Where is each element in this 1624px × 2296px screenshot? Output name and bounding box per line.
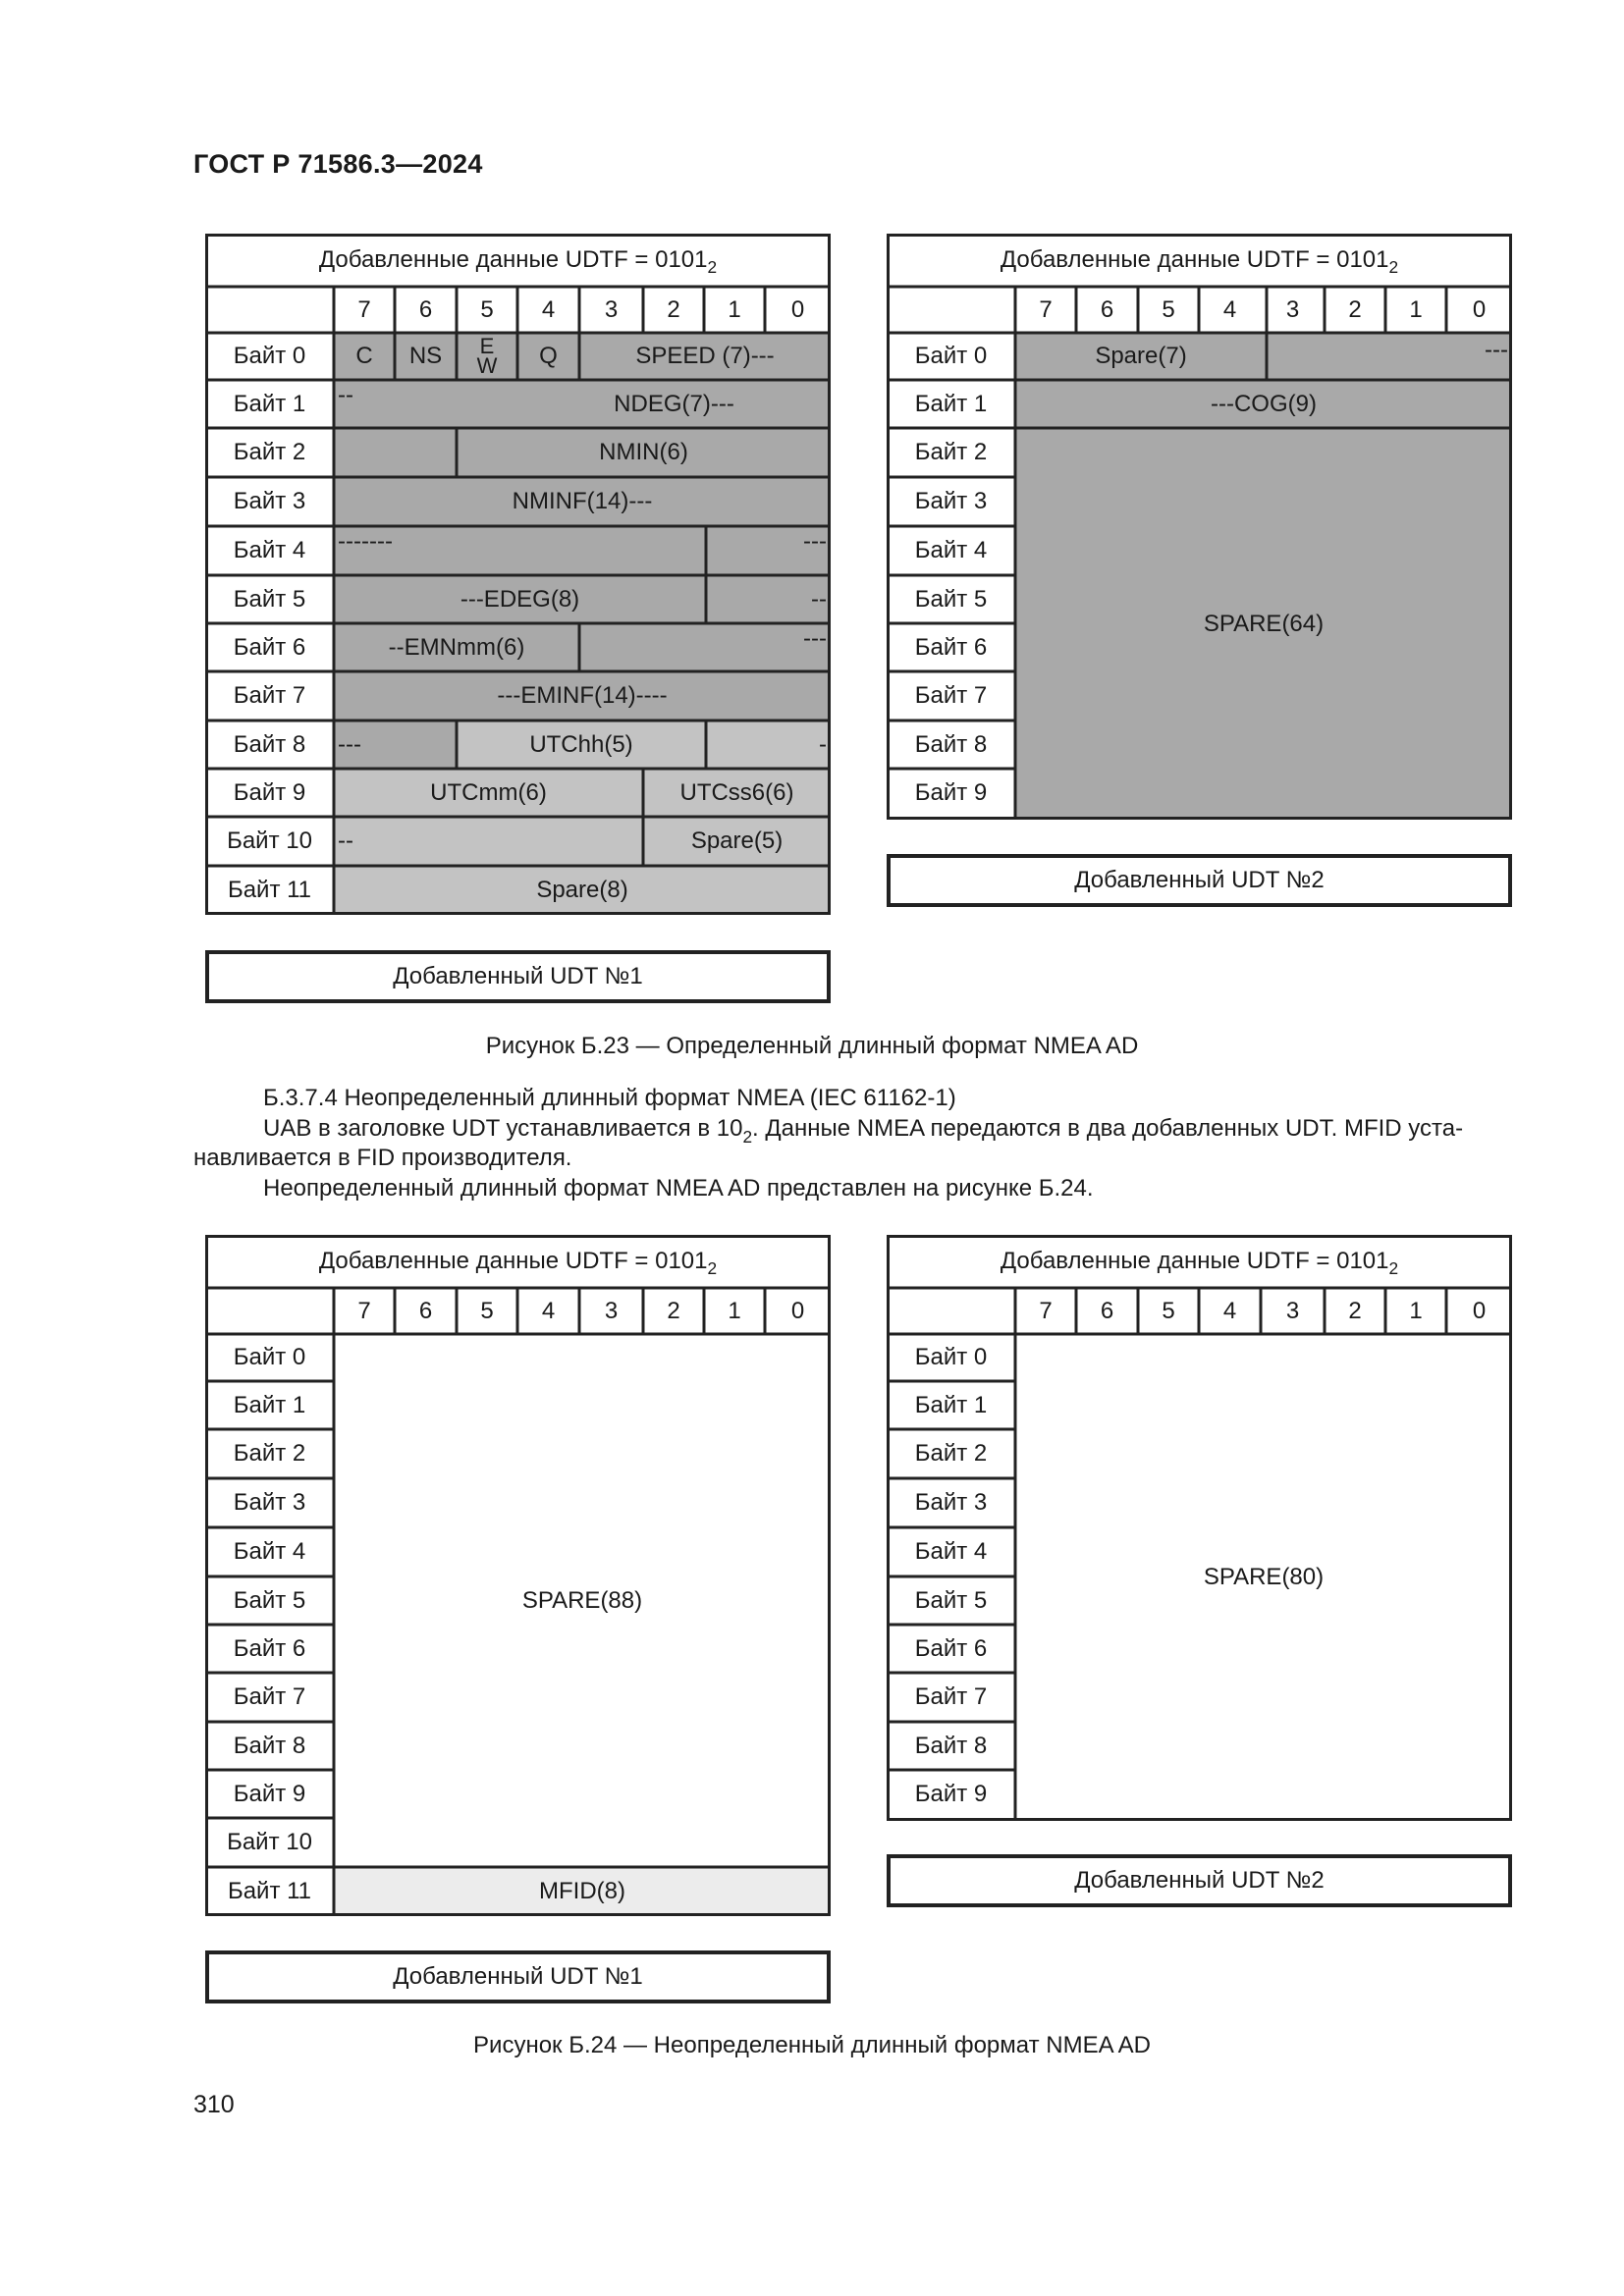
bit-number-3: 4 bbox=[541, 1297, 556, 1324]
byte-label-0: Байт 0 bbox=[914, 1344, 988, 1370]
cog-cell: ---COG(9) bbox=[1015, 380, 1512, 428]
fig24-right-table bbox=[887, 1235, 1512, 1821]
byte-label-6: Байт 6 bbox=[914, 1634, 988, 1662]
bit-number-0: 7 bbox=[357, 295, 371, 323]
utcss-cell: UTCss6(6) bbox=[643, 769, 831, 817]
byte-label-2: Байт 2 bbox=[914, 439, 988, 465]
fig23-caption: Рисунок Б.23 — Определенный длинный формат NMEA AD bbox=[485, 1033, 1139, 1059]
byte8-right-cell: - bbox=[706, 721, 831, 769]
byte-label-9: Байт 9 bbox=[233, 778, 306, 806]
bit-number-6: 1 bbox=[1409, 1297, 1423, 1324]
edeg-cell: ---EDEG(8) bbox=[334, 575, 706, 623]
bit-number-3: 4 bbox=[1222, 295, 1237, 323]
byte-label-6: Байт 6 bbox=[233, 1634, 306, 1662]
byte-label-5: Байт 5 bbox=[914, 585, 988, 613]
utcmm-cell: UTCmm(6) bbox=[334, 769, 643, 817]
byte-label-5: Байт 5 bbox=[914, 1586, 988, 1614]
byte6-right-cell: --- bbox=[579, 623, 831, 671]
fig23-udt1-box: Добавленный UDT №1 bbox=[205, 950, 831, 1003]
byte-label-3: Байт 3 bbox=[233, 1489, 306, 1516]
paragraph-2: Неопределенный длинный формат NMEA AD представлен на рисунке Б.24. bbox=[263, 1175, 1094, 1201]
fig23-right-grid-lines bbox=[887, 234, 1512, 820]
p1-part-a: UAB в заголовке UDT устанавливается в 10 bbox=[263, 1115, 743, 1142]
byte4-right-cell: --- bbox=[706, 526, 831, 575]
udtf-prefix: Добавленные данные UDTF = 0101 bbox=[1000, 1248, 1389, 1274]
udtf-subscript: 2 bbox=[707, 256, 718, 277]
bit-number-5: 2 bbox=[667, 1297, 680, 1324]
fig24-right-grid-lines bbox=[887, 1235, 1512, 1821]
byte-label-7: Байт 7 bbox=[233, 682, 306, 709]
spare5-cell: Spare(5) bbox=[643, 817, 831, 866]
byte-label-10: Байт 10 bbox=[227, 1829, 312, 1855]
bit-number-1: 6 bbox=[1100, 1297, 1114, 1324]
q-flag-cell: Q bbox=[517, 333, 579, 380]
nmin-cell: NMIN(6) bbox=[457, 428, 831, 477]
byte-label-0: Байт 0 bbox=[233, 1344, 306, 1370]
bit-number-2: 5 bbox=[480, 1297, 494, 1324]
byte-label-8: Байт 8 bbox=[233, 1732, 306, 1759]
eminf-cell: ---EMINF(14)---- bbox=[334, 671, 831, 721]
byte-label-9: Байт 9 bbox=[233, 1780, 306, 1807]
section-heading: Б.3.7.4 Неопределенный длинный формат NMEA (IEC 61162-1) bbox=[263, 1085, 956, 1111]
byte-label-6: Байт 6 bbox=[233, 633, 306, 661]
fig24-left-table bbox=[205, 1235, 831, 1916]
byte-label-5: Байт 5 bbox=[233, 585, 306, 613]
byte-label-7: Байт 7 bbox=[914, 1683, 988, 1710]
fig23-left-table bbox=[205, 234, 831, 915]
bit-number-7: 0 bbox=[1472, 295, 1487, 323]
byte-label-4: Байт 4 bbox=[233, 537, 306, 563]
udtf-prefix: Добавленные данные UDTF = 0101 bbox=[318, 1248, 708, 1274]
fig24-udt2-box: Добавленный UDT №2 bbox=[887, 1854, 1512, 1907]
bit-number-1: 6 bbox=[418, 1297, 433, 1324]
bit-number-4: 3 bbox=[1285, 1297, 1300, 1324]
udtf-subscript: 2 bbox=[1388, 1257, 1399, 1278]
byte-label-8: Байт 8 bbox=[914, 1732, 988, 1759]
byte4-continuation-cell: ------- bbox=[334, 526, 706, 575]
bit-number-3: 4 bbox=[541, 295, 556, 323]
byte8-left-cell: --- bbox=[334, 721, 457, 769]
bit-number-4: 3 bbox=[604, 295, 619, 323]
bit-number-6: 1 bbox=[1409, 295, 1423, 323]
byte-label-3: Байт 3 bbox=[233, 488, 306, 514]
byte-label-1: Байт 1 bbox=[233, 390, 306, 417]
fig24-udt1-box: Добавленный UDT №1 bbox=[205, 1950, 831, 2003]
byte-label-3: Байт 3 bbox=[914, 488, 988, 514]
spare7-cell: Spare(7) bbox=[1015, 333, 1267, 380]
bit-number-5: 2 bbox=[1348, 295, 1362, 323]
fig23-udt2-box: Добавленный UDT №2 bbox=[887, 854, 1512, 907]
udtf-subscript: 2 bbox=[707, 1257, 718, 1278]
bit-number-7: 0 bbox=[790, 1297, 805, 1324]
byte-label-7: Байт 7 bbox=[914, 682, 988, 709]
byte-label-10: Байт 10 bbox=[227, 828, 312, 854]
byte-label-0: Байт 0 bbox=[233, 343, 306, 369]
fig24-left-grid-lines bbox=[205, 1235, 831, 1916]
bit-number-4: 3 bbox=[604, 1297, 619, 1324]
byte-label-4: Байт 4 bbox=[233, 1538, 306, 1565]
nminf-cell: NMINF(14)--- bbox=[334, 477, 831, 526]
byte-label-8: Байт 8 bbox=[914, 730, 988, 758]
udtf-prefix: Добавленные данные UDTF = 0101 bbox=[1000, 246, 1389, 273]
bit-number-3: 4 bbox=[1222, 1297, 1237, 1324]
bit-number-5: 2 bbox=[1348, 1297, 1362, 1324]
bit-number-2: 5 bbox=[1162, 295, 1175, 323]
byte10-left-cell: -- bbox=[334, 817, 643, 866]
udtf-subscript: 2 bbox=[1388, 256, 1399, 277]
bit-number-6: 1 bbox=[728, 295, 741, 323]
byte-label-8: Байт 8 bbox=[233, 730, 306, 758]
bit-number-0: 7 bbox=[357, 1297, 371, 1324]
byte-label-4: Байт 4 bbox=[914, 537, 988, 563]
mfid-cell: MFID(8) bbox=[334, 1867, 831, 1916]
bit-number-0: 7 bbox=[1039, 1297, 1053, 1324]
ndeg-cell: NDEG(7)--- bbox=[517, 380, 831, 428]
c-flag-cell: C bbox=[334, 333, 395, 380]
byte-label-9: Байт 9 bbox=[914, 1780, 988, 1807]
byte-label-5: Байт 5 bbox=[233, 1586, 306, 1614]
speed-cell: SPEED (7)--- bbox=[579, 333, 831, 380]
page-number: 310 bbox=[193, 2091, 235, 2118]
document-header: ГОСТ Р 71586.3—2024 bbox=[193, 149, 483, 179]
byte-label-2: Байт 2 bbox=[914, 1440, 988, 1467]
byte1-continuation-cell: -- bbox=[334, 380, 517, 428]
bit-number-7: 0 bbox=[1472, 1297, 1487, 1324]
fig23-left-grid-lines bbox=[205, 234, 831, 915]
fig24-caption: Рисунок Б.24 — Неопределенный длинный формат NMEA AD bbox=[473, 2032, 1151, 2058]
paragraph-1-line-2: навливается в FID производителя. bbox=[193, 1145, 572, 1171]
byte-label-3: Байт 3 bbox=[914, 1489, 988, 1516]
ns-flag-cell: NS bbox=[395, 333, 457, 380]
utchh-cell: UTChh(5) bbox=[457, 721, 706, 769]
emnmm-cell: --EMNmm(6) bbox=[334, 623, 579, 671]
byte-label-1: Байт 1 bbox=[233, 1391, 306, 1418]
spare8-cell: Spare(8) bbox=[334, 866, 831, 915]
bit-number-1: 6 bbox=[1100, 295, 1114, 323]
bit-number-6: 1 bbox=[728, 1297, 741, 1324]
byte-label-1: Байт 1 bbox=[914, 1391, 988, 1418]
spare88-cell: SPARE(88) bbox=[334, 1334, 831, 1867]
bit-number-2: 5 bbox=[1162, 1297, 1175, 1324]
byte-label-9: Байт 9 bbox=[914, 778, 988, 806]
byte-label-6: Байт 6 bbox=[914, 633, 988, 661]
bit-number-4: 3 bbox=[1285, 295, 1300, 323]
byte-label-11: Байт 11 bbox=[227, 877, 312, 903]
byte5-right-cell: -- bbox=[706, 575, 831, 623]
byte-label-0: Байт 0 bbox=[914, 343, 988, 369]
bit-number-2: 5 bbox=[480, 295, 494, 323]
spare80-cell: SPARE(80) bbox=[1015, 1334, 1512, 1821]
e-label: E bbox=[479, 334, 495, 358]
bit-number-0: 7 bbox=[1039, 295, 1053, 323]
bit-number-7: 0 bbox=[790, 295, 805, 323]
p1-part-b: . Данные NMEA передаются в два добавленных UDT. MFID уста- bbox=[752, 1115, 1464, 1142]
p1-subscript: 2 bbox=[742, 1127, 753, 1148]
byte-label-11: Байт 11 bbox=[227, 1878, 312, 1904]
byte-label-4: Байт 4 bbox=[914, 1538, 988, 1565]
bit-number-1: 6 bbox=[418, 295, 433, 323]
byte-label-7: Байт 7 bbox=[233, 1683, 306, 1710]
fig23-right-table bbox=[887, 234, 1512, 820]
byte0-right-cell: --- bbox=[1267, 333, 1512, 380]
byte-label-1: Байт 1 bbox=[914, 390, 988, 417]
bit-number-5: 2 bbox=[667, 295, 680, 323]
byte-label-2: Байт 2 bbox=[233, 439, 306, 465]
udtf-prefix: Добавленные данные UDTF = 0101 bbox=[318, 246, 708, 273]
w-label: W bbox=[476, 353, 498, 378]
byte-label-2: Байт 2 bbox=[233, 1440, 306, 1467]
spare64-cell: SPARE(64) bbox=[1015, 428, 1512, 820]
paragraph-1-line-1 bbox=[263, 1114, 1464, 1148]
